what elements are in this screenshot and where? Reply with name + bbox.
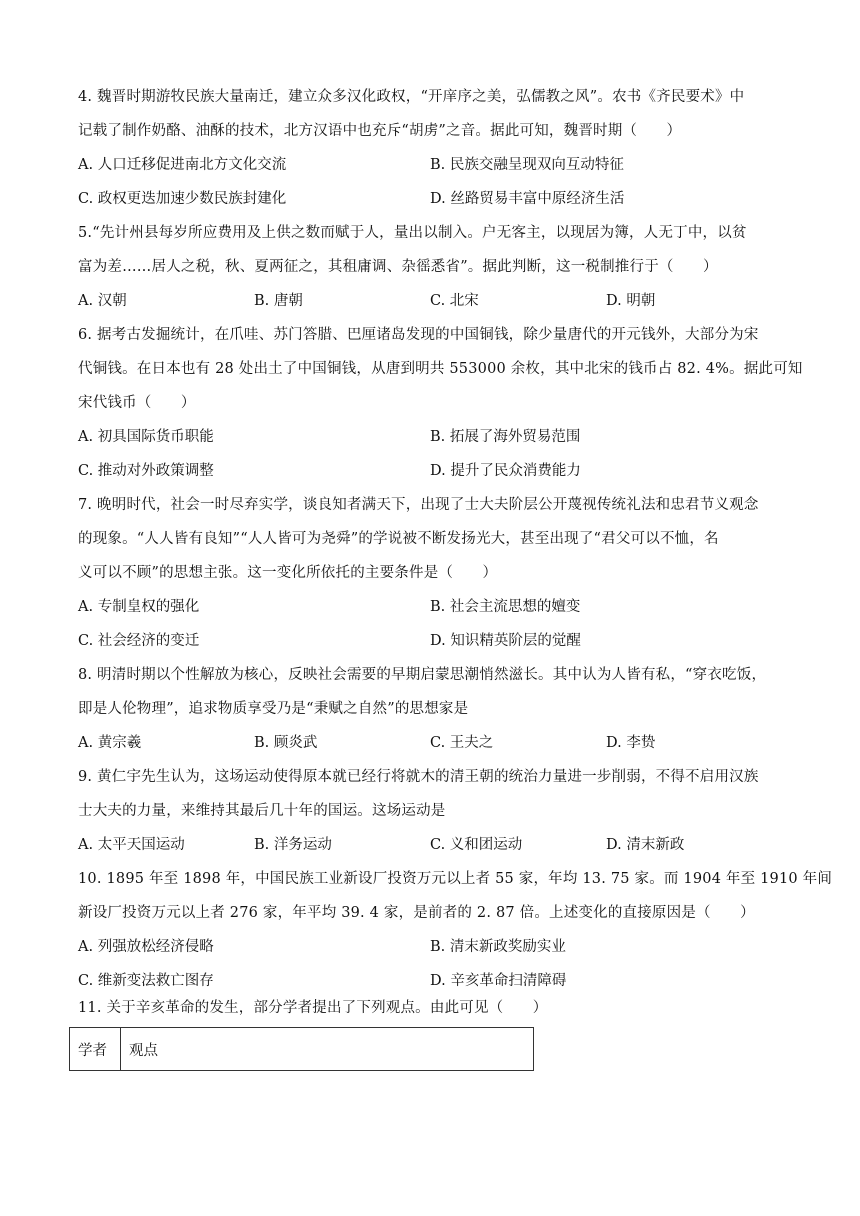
scholars-views-table <box>69 1027 534 1071</box>
question-7-option-a: A. 专制皇权的强化 <box>78 599 200 615</box>
question-10-line-2: 新设厂投资万元以上者 276 家，年平均 39. 4 家，是前者的 2. 87 倍。上述变化的直接原因是（ ） <box>78 905 755 921</box>
question-8-option-a: A. 黄宗羲 <box>78 735 142 751</box>
question-4-option-c: C. 政权更迭加速少数民族封建化 <box>78 191 287 207</box>
question-6-option-c: C. 推动对外政策调整 <box>78 463 214 479</box>
question-4-line-2: 记载了制作奶酪、油酥的技术，北方汉语中也充斥“胡虏”之音。据此可知，魏晋时期（ ） <box>78 123 682 139</box>
question-7-option-d: D. 知识精英阶层的觉醒 <box>430 633 581 649</box>
question-8-option-c: C. 王夫之 <box>430 735 494 751</box>
question-7-line-1: 7. 晚明时代，社会一时尽弃实学，谈良知者满天下，出现了士大夫阶层公开蔑视传统礼法和忠君节义观念 <box>78 497 759 513</box>
question-10-option-b: B. 清末新政奖励实业 <box>430 939 566 955</box>
question-5-line-2: 富为差……居人之税，秋、夏两征之，其租庸调、杂徭悉省”。据此判断，这一税制推行于（ ） <box>78 259 718 275</box>
question-7-option-b: B. 社会主流思想的嬗变 <box>430 599 581 615</box>
question-6-option-a: A. 初具国际货币职能 <box>78 429 214 445</box>
question-6-line-1: 6. 据考古发掘统计，在爪哇、苏门答腊、巴厘诸岛发现的中国铜钱，除少量唐代的开元钱外，大部分为宋 <box>78 327 759 343</box>
question-4-option-d: D. 丝路贸易丰富中原经济生活 <box>430 191 625 207</box>
question-7-line-2: 的现象。“人人皆有良知”“人人皆可为尧舜”的学说被不断发扬光大，甚至出现了“君父可以不恤，名 <box>78 531 719 547</box>
question-5-option-a: A. 汉朝 <box>78 293 127 309</box>
question-8-line-2: 即是人伦物理”，追求物质享受乃是“秉赋之自然”的思想家是 <box>78 701 469 717</box>
table-header-row <box>70 1028 534 1071</box>
question-9-line-2: 士大夫的力量，来维持其最后几十年的国运。这场运动是 <box>78 803 446 819</box>
question-6-line-3: 宋代钱币（ ） <box>78 395 196 411</box>
question-6-option-b: B. 拓展了海外贸易范围 <box>430 429 581 445</box>
question-4-option-b: B. 民族交融呈现双向互动特征 <box>430 157 624 173</box>
question-7-option-c: C. 社会经济的变迁 <box>78 633 200 649</box>
question-10-option-a: A. 列强放松经济侵略 <box>78 939 214 955</box>
question-7-line-3: 义可以不顾”的思想主张。这一变化所依托的主要条件是（ ） <box>78 565 498 581</box>
question-5-option-b: B. 唐朝 <box>254 293 303 309</box>
question-8-line-1: 8. 明清时期以个性解放为核心，反映社会需要的早期启蒙思潮悄然滋长。其中认为人皆有私，“穿衣吃饭， <box>78 667 767 683</box>
question-8-option-d: D. 李贽 <box>606 735 656 751</box>
question-4-line-1: 4. 魏晋时期游牧民族大量南迁，建立众多汉化政权，“开庠序之美，弘儒教之风”。农书《齐民要术》中 <box>78 89 745 105</box>
question-10-option-d: D. 辛亥革命扫清障碍 <box>430 973 567 989</box>
header-scholar: 学者 <box>70 1028 121 1071</box>
question-6-line-2: 代铜钱。在日本也有 28 处出土了中国铜钱，从唐到明共 553000 余枚，其中北宋的钱币占 82. 4%。据此可知 <box>78 361 803 377</box>
question-9-option-d: D. 清末新政 <box>606 837 685 853</box>
question-5-option-c: C. 北宋 <box>430 293 479 309</box>
question-8-option-b: B. 顾炎武 <box>254 735 318 751</box>
question-9-option-c: C. 义和团运动 <box>430 837 523 853</box>
question-10-option-c: C. 维新变法救亡图存 <box>78 973 214 989</box>
question-6-option-d: D. 提升了民众消费能力 <box>430 463 581 479</box>
question-9-option-a: A. 太平天国运动 <box>78 837 185 853</box>
question-5-option-d: D. 明朝 <box>606 293 656 309</box>
question-5-line-1: 5.“先计州县每岁所应费用及上供之数而赋于人，量出以制入。户无客主，以现居为簿，人无丁中，以贫 <box>78 225 747 241</box>
header-viewpoint: 观点 <box>121 1028 534 1071</box>
question-4-option-a: A. 人口迁移促进南北方文化交流 <box>78 157 287 173</box>
question-9-line-1: 9. 黄仁宇先生认为，这场运动使得原本就已经行将就木的清王朝的统治力量进一步削弱，不得不启用汉族 <box>78 769 759 785</box>
question-10-line-1: 10. 1895 年至 1898 年，中国民族工业新设厂投资万元以上者 55 家，年均 13. 75 家。而 1904 年至 1910 年间 <box>78 871 833 887</box>
question-9-option-b: B. 洋务运动 <box>254 837 332 853</box>
question-11-line-1: 11. 关于辛亥革命的发生，部分学者提出了下列观点。由此可见（ ） <box>78 1000 548 1016</box>
